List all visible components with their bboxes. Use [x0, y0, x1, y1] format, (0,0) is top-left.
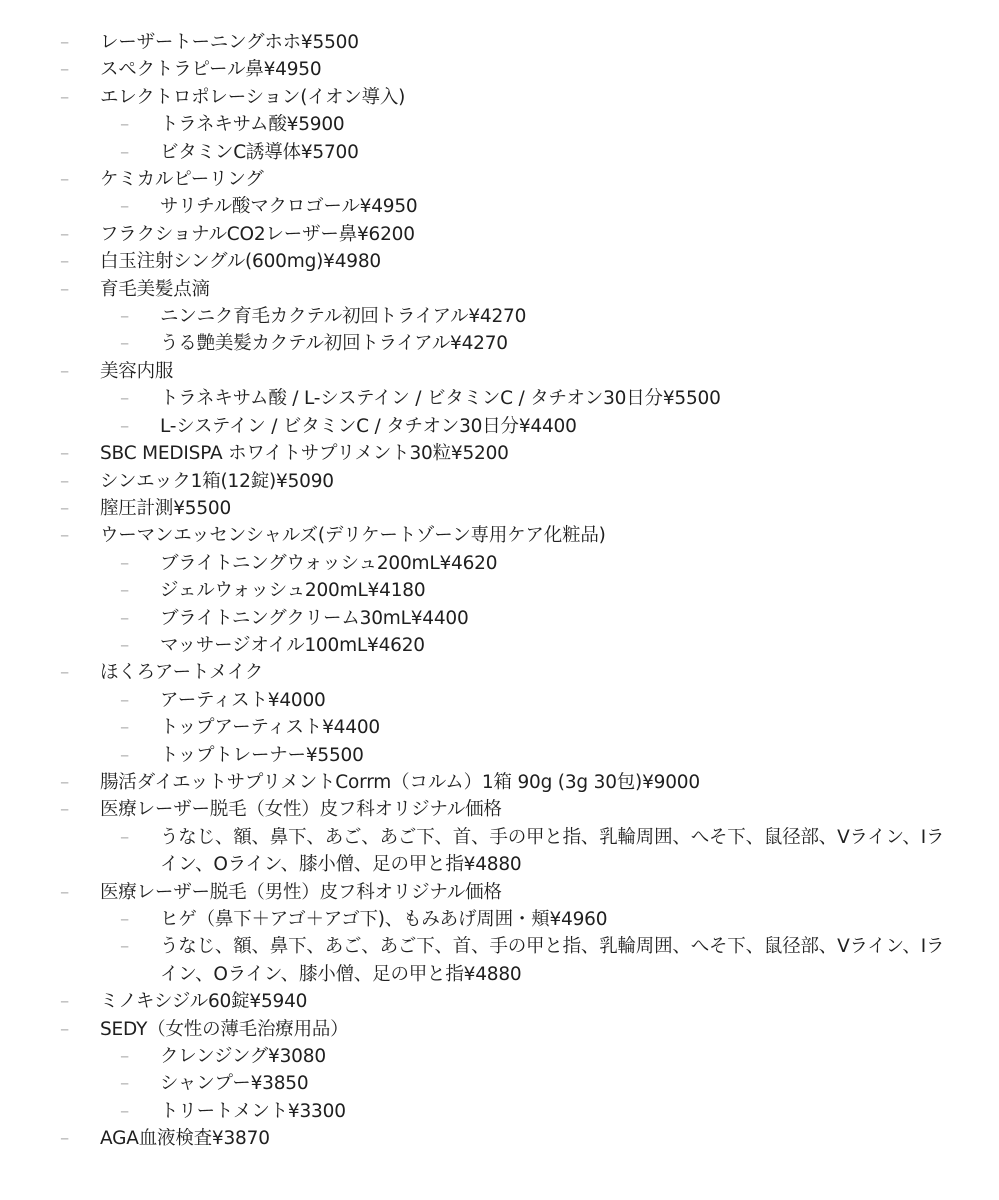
item-text: トラネキサム酸 / L-システイン / ビタミンC / タチオン30日分¥5500	[160, 388, 721, 410]
item-text: マッサージオイル100mL¥4620	[160, 634, 425, 656]
item-text: ニンニク育毛カクテル初回トライアル¥4270	[160, 306, 527, 328]
bullet-dash: –	[60, 223, 70, 245]
bullet-dash: –	[60, 59, 70, 81]
list-item	[0, 29, 999, 56]
bullet-dash: –	[120, 634, 130, 656]
item-text: シンエック1箱(12錠)¥5090	[100, 470, 334, 492]
bullet-dash: –	[60, 497, 70, 519]
bullet-dash: –	[120, 717, 130, 739]
item-text: L-システイン / ビタミンC / タチオン30日分¥4400	[160, 415, 577, 437]
sub-list-item	[0, 714, 999, 741]
item-text: ほくろアートメイク	[100, 662, 264, 684]
item-text: シャンプー¥3850	[160, 1073, 309, 1095]
item-text: 腸活ダイエットサプリメントCorrm（コルム）1箱 90g (3g 30包)¥9000	[100, 771, 700, 793]
bullet-dash: –	[120, 114, 130, 136]
bullet-dash: –	[60, 799, 70, 821]
list-item	[0, 221, 999, 248]
bullet-dash: –	[60, 360, 70, 382]
item-text: ヒゲ（鼻下＋アゴ＋アゴ下)、もみあげ周囲・頬¥4960	[160, 909, 608, 930]
item-text: 膣圧計測¥5500	[100, 497, 232, 519]
bullet-dash: –	[60, 278, 70, 300]
bullet-dash: –	[120, 333, 130, 355]
list-item	[0, 769, 999, 796]
list-item	[0, 358, 999, 385]
bullet-dash: –	[120, 909, 130, 930]
list-item	[0, 248, 999, 275]
item-text: ブライトニングクリーム30mL¥4400	[160, 607, 469, 629]
list-item	[0, 879, 999, 906]
item-text: ビタミンC誘導体¥5700	[160, 141, 359, 163]
item-text: うなじ、額、鼻下、あご、あご下、首、手の甲と指、乳輪周囲、へそ下、鼠径部、Vライン、Iライン、Oライン、膝小僧、足の甲と指¥4880	[160, 936, 945, 985]
bullet-dash: –	[120, 744, 130, 766]
list-item	[0, 1016, 999, 1043]
bullet-dash: –	[120, 552, 130, 574]
sub-list-item	[0, 111, 999, 138]
item-text: ジェルウォッシュ200mL¥4180	[160, 580, 426, 602]
item-text: 育毛美髪点滴	[100, 278, 210, 300]
sub-list-item	[0, 1098, 999, 1125]
sub-list-item	[0, 605, 999, 632]
list-item	[0, 276, 999, 303]
sub-list-item	[0, 550, 999, 577]
sub-list-item	[0, 1070, 999, 1097]
price-list	[0, 29, 999, 1153]
list-item	[0, 1125, 999, 1152]
sub-list-item	[0, 933, 999, 988]
item-text: SBC MEDISPA ホワイトサプリメント30粒¥5200	[100, 443, 509, 465]
bullet-dash: –	[60, 991, 70, 1013]
item-text: レーザートーニングホホ¥5500	[100, 32, 359, 53]
sub-list-item	[0, 906, 999, 933]
bullet-dash: –	[60, 251, 70, 273]
bullet-dash: –	[120, 1046, 130, 1068]
list-item	[0, 84, 999, 111]
bullet-dash: –	[120, 936, 130, 958]
item-text: うなじ、額、鼻下、あご、あご下、首、手の甲と指、乳輪周囲、へそ下、鼠径部、Vライン、Iライン、Oライン、膝小僧、足の甲と指¥4880	[160, 826, 945, 876]
item-text: SEDY（女性の薄毛治療用品）	[100, 1018, 349, 1040]
list-item	[0, 166, 999, 193]
list-item	[0, 495, 999, 522]
item-text: トップトレーナー¥5500	[160, 744, 364, 766]
list-item	[0, 440, 999, 467]
sub-list-item	[0, 687, 999, 714]
item-text: クレンジング¥3080	[160, 1046, 326, 1068]
sub-list-item	[0, 193, 999, 220]
item-text: 医療レーザー脱毛（女性）皮フ科オリジナル価格	[100, 799, 502, 821]
bullet-dash: –	[120, 196, 130, 218]
bullet-dash: –	[60, 32, 70, 53]
item-text: スペクトラピール鼻¥4950	[100, 59, 322, 81]
item-text: ウーマンエッセンシャルズ(デリケートゾーン専用ケア化粧品)	[100, 525, 606, 547]
item-text: アーティスト¥4000	[160, 689, 326, 711]
sub-list-item	[0, 413, 999, 440]
item-text: トリートメント¥3300	[160, 1100, 346, 1122]
item-text: ブライトニングウォッシュ200mL¥4620	[160, 552, 498, 574]
bullet-dash: –	[60, 169, 70, 191]
item-text: トラネキサム酸¥5900	[160, 114, 345, 136]
item-text: ケミカルピーリング	[100, 169, 264, 191]
bullet-dash: –	[120, 580, 130, 602]
bullet-dash: –	[60, 1018, 70, 1040]
sub-list-item	[0, 824, 999, 879]
list-item	[0, 659, 999, 686]
sub-list-item	[0, 577, 999, 604]
bullet-dash: –	[60, 771, 70, 793]
list-item	[0, 468, 999, 495]
sub-list-item	[0, 385, 999, 412]
item-text: エレクトロポレーション(イオン導入)	[100, 86, 406, 108]
bullet-dash: –	[120, 689, 130, 711]
bullet-dash: –	[60, 443, 70, 465]
item-text: うる艶美髪カクテル初回トライアル¥4270	[160, 333, 508, 355]
bullet-dash: –	[120, 607, 130, 629]
item-text: フラクショナルCO2レーザー鼻¥6200	[100, 223, 415, 245]
list-item	[0, 522, 999, 549]
bullet-dash: –	[120, 1073, 130, 1095]
bullet-dash: –	[60, 470, 70, 492]
item-text: ミノキシジル60錠¥5940	[100, 991, 308, 1013]
bullet-dash: –	[120, 141, 130, 163]
bullet-dash: –	[60, 662, 70, 684]
bullet-dash: –	[120, 826, 130, 848]
bullet-dash: –	[120, 388, 130, 410]
list-item	[0, 796, 999, 823]
bullet-dash: –	[60, 1128, 70, 1150]
sub-list-item	[0, 1043, 999, 1070]
bullet-dash: –	[60, 881, 70, 903]
bullet-dash: –	[120, 306, 130, 328]
item-text: トップアーティスト¥4400	[160, 717, 380, 739]
bullet-dash: –	[60, 525, 70, 547]
list-item	[0, 56, 999, 83]
bullet-dash: –	[120, 415, 130, 437]
item-text: 医療レーザー脱毛（男性）皮フ科オリジナル価格	[100, 881, 502, 903]
bullet-dash: –	[60, 86, 70, 108]
item-text: AGA血液検査¥3870	[100, 1128, 270, 1150]
bullet-dash: –	[120, 1100, 130, 1122]
sub-list-item	[0, 303, 999, 330]
item-text: サリチル酸マクロゴール¥4950	[160, 196, 418, 218]
item-text: 白玉注射シングル(600mg)¥4980	[100, 251, 381, 273]
list-item	[0, 988, 999, 1015]
sub-list-item	[0, 330, 999, 357]
sub-list-item	[0, 139, 999, 166]
item-text: 美容内服	[100, 360, 174, 382]
sub-list-item	[0, 742, 999, 769]
sub-list-item	[0, 632, 999, 659]
